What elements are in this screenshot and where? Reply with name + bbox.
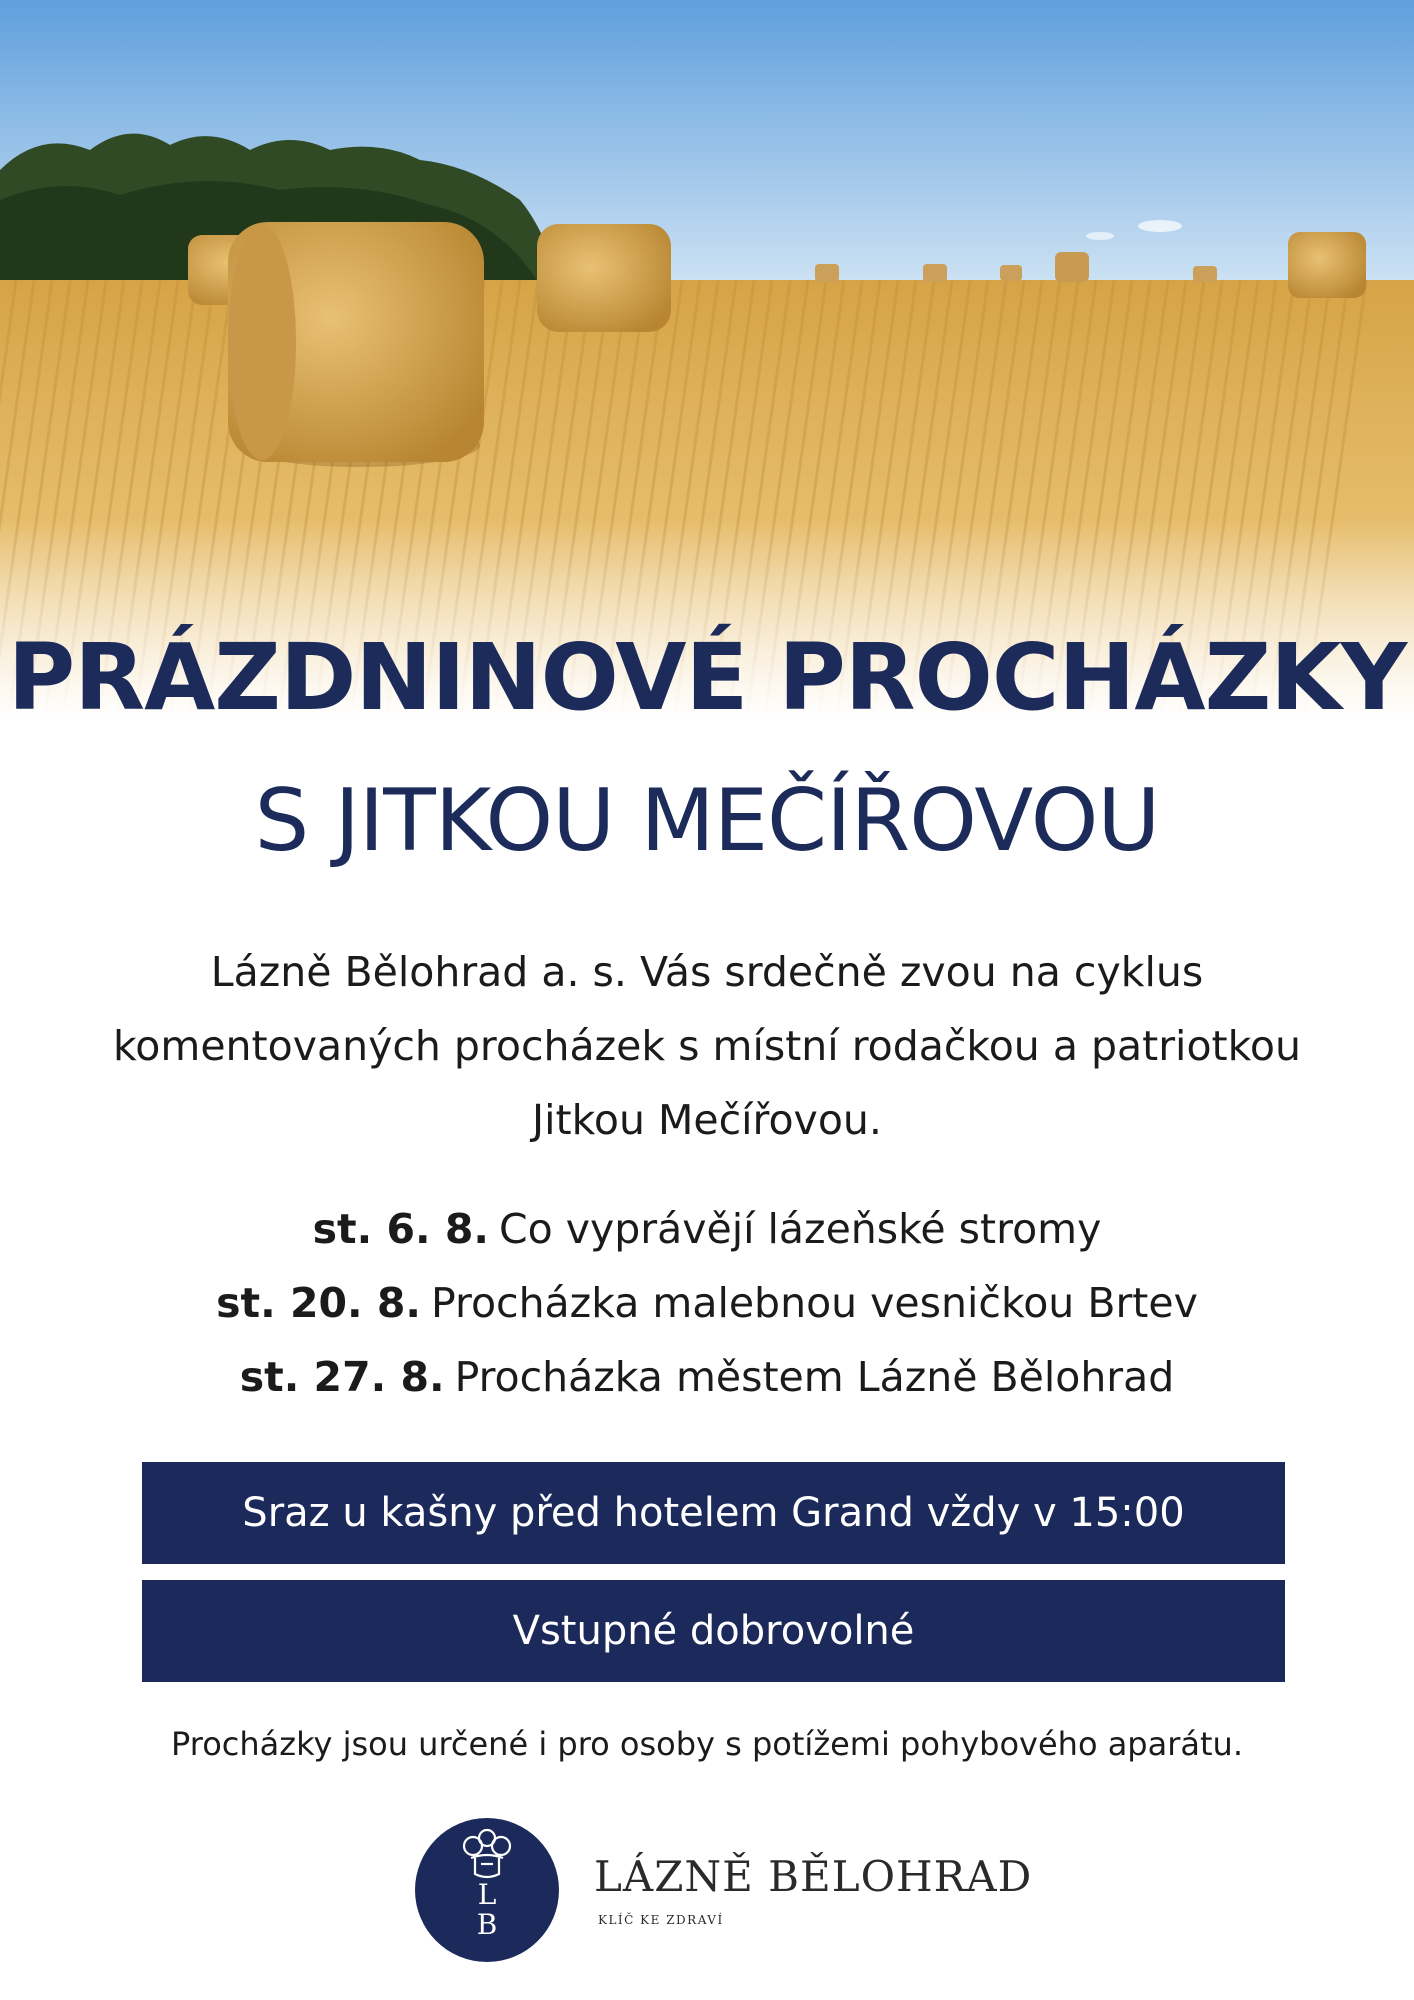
title-line-1: PRÁZDNINOVÉ PROCHÁZKY	[7, 624, 1407, 731]
event-title: Procházka městem Lázně Bělohrad	[454, 1353, 1175, 1401]
event-item	[0, 1266, 1414, 1340]
meeting-point-banner: Sraz u kašny před hotelem Grand vždy v 15:00	[142, 1462, 1285, 1564]
entry-fee-banner: Vstupné dobrovolné	[142, 1580, 1285, 1682]
accessibility-note: Procházky jsou určené i pro osoby s potížemi pohybového aparátu.	[171, 1725, 1243, 1763]
hero-image	[0, 0, 1414, 720]
event-item	[0, 1340, 1414, 1414]
event-title: Co vyprávějí lázeňské stromy	[498, 1205, 1102, 1253]
logo-tagline: KLÍČ KE ZDRAVÍ	[598, 1913, 724, 1927]
intro-line: komentovaných procházek s místní rodačkou a patriotkou	[113, 1022, 1301, 1070]
intro-line: Lázně Bělohrad a. s. Vás srdečně zvou na cyklus	[210, 948, 1204, 996]
event-date: st. 20. 8.	[216, 1279, 421, 1327]
logo-wordmark: LÁZNĚ BĚLOHRAD	[594, 1852, 1033, 1901]
event-date: st. 27. 8.	[239, 1353, 445, 1401]
event-date: st. 6. 8.	[312, 1205, 489, 1253]
event-list	[0, 1192, 1414, 1414]
intro-text	[70, 935, 1344, 1157]
intro-line: Jitkou Mečířovou.	[532, 1096, 882, 1144]
title-line-2: S JITKOU MEČÍŘOVOU	[254, 771, 1160, 871]
monogram-letter: L B	[476, 1878, 498, 1941]
event-item	[0, 1192, 1414, 1266]
spa-key-logo-icon	[415, 1818, 559, 1962]
event-title: Procházka malebnou vesničkou Brtev	[430, 1279, 1198, 1327]
